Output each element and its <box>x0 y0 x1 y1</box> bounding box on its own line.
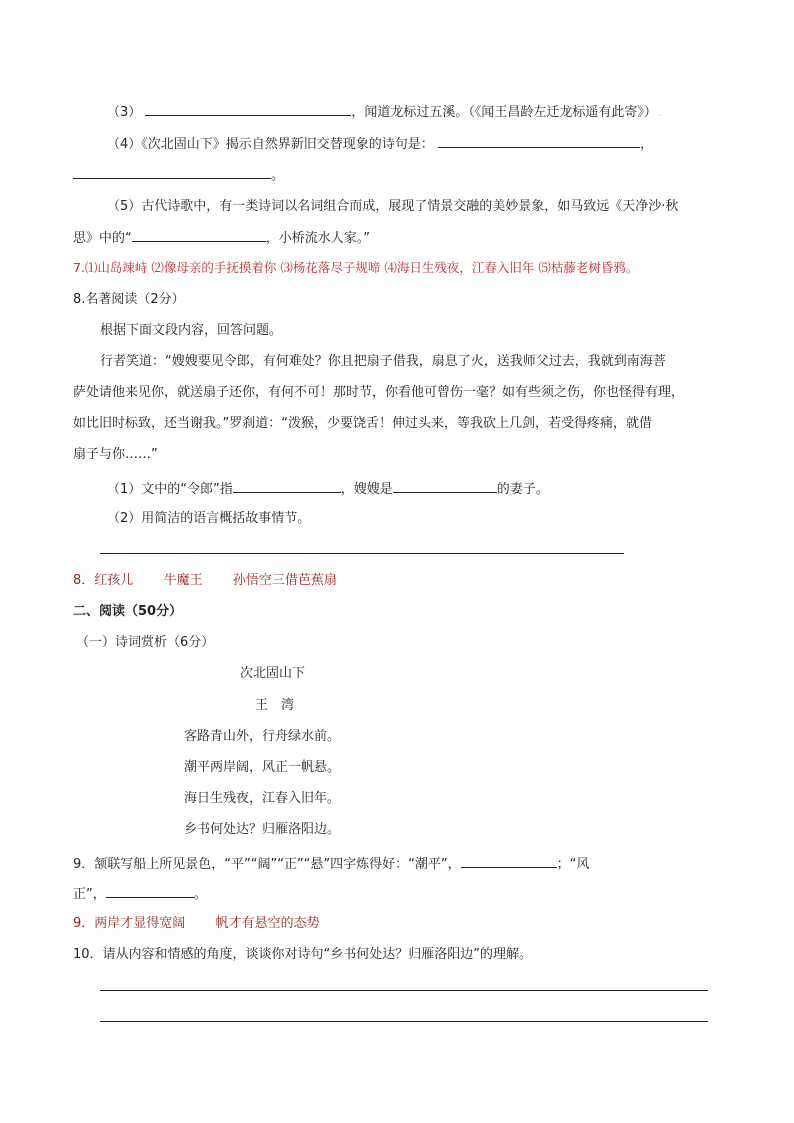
answer-line[interactable] <box>100 553 624 554</box>
line-text: 《次北固山下》揭示自然界新旧交替现象的诗句是： <box>141 137 434 152</box>
line-text: ，闻道龙标过五溪。（《闻王昌龄左迁龙标遥有此寄》） <box>351 105 657 120</box>
answer-part: 孙悟空三借芭蕉扇 <box>232 573 337 588</box>
line-text: ，小桥流水人家。” <box>265 231 370 246</box>
answer-part: 牛魔王 <box>163 573 203 588</box>
answer-blank[interactable] <box>461 853 557 868</box>
answer-part: 9．两岸才显得宽阔 <box>73 916 186 931</box>
line-text: 正”， <box>73 887 106 902</box>
line-text: ，嫂嫂是 <box>340 482 393 497</box>
line-text: 。 <box>271 168 285 183</box>
line-text: （1）文中的“令郎”指 <box>107 482 233 497</box>
line-text: ， <box>639 137 653 152</box>
answer-blank[interactable] <box>438 133 640 148</box>
q8-instruction: 根据下面文段内容，回答问题。 <box>100 323 283 338</box>
q9-line-cont <box>73 883 207 905</box>
q8-passage-line: 行者笑道：“嫂嫂要见令郎，有何难处？你且把扇子借我，扇息了火，送我师父过去，我就到南海菩 <box>100 354 666 369</box>
q8-sub1 <box>107 478 549 500</box>
answer-blank[interactable] <box>73 164 271 179</box>
answer-part: 8．红孩儿 <box>73 573 134 588</box>
poem-author: 王 湾 <box>255 698 295 713</box>
line-text: 的妻子。 <box>496 482 549 497</box>
answer-line[interactable] <box>100 1021 708 1022</box>
paragraph-mark-icon: . <box>658 109 662 119</box>
q10-question: 10．请从内容和情感的角度，谈谈你对诗句“乡书何处达？归雁洛阳边”的理解。 <box>73 947 533 962</box>
q7-line-4-cont <box>73 164 284 186</box>
section-title: 二、阅读（50分） <box>73 604 183 619</box>
q7-line-5 <box>107 197 678 217</box>
answer-line[interactable] <box>100 990 708 991</box>
item-number: （5） <box>107 199 142 214</box>
q8-answer <box>73 571 337 591</box>
line-text: 古代诗歌中，有一类诗词以名词组合而成，展现了情景交融的美妙景象，如马致远《天净沙·秋 <box>141 199 679 214</box>
answer-part: 帆才有悬空的态势 <box>215 916 320 931</box>
q9-line <box>73 853 589 875</box>
q7-line-3 <box>107 101 662 124</box>
q8-passage-line: 如比旧时标致，还当谢我。”罗刹道：“泼猴，少要饶舌！伸过头来，等我砍上几剑，若受得疼痛，就借 <box>73 416 652 431</box>
q8-title: 8.名著阅读（2分） <box>73 292 185 307</box>
q8-sub2: （2）用简洁的语言概括故事情节。 <box>107 511 311 526</box>
q8-passage-line: 萨处请他来见你，就送扇子还你，有何不可！那时节，你看他可曾伤一毫？如有些须之伤，你也怪得有理， <box>73 385 685 400</box>
item-number: （4） <box>107 137 142 152</box>
poem-line: 客路青山外，行舟绿水前。 <box>184 729 341 744</box>
poem-title: 次北固山下 <box>240 666 306 681</box>
q9-answer <box>73 914 320 934</box>
answer-blank[interactable] <box>145 101 351 116</box>
line-text: ；“风 <box>556 857 590 872</box>
line-text: 。 <box>193 887 207 902</box>
line-text: 9．颔联写船上所见景色，“平”“阔”“正”“悬”四字炼得好：“潮平”， <box>73 857 461 872</box>
section-subtitle: （一）诗词赏析（6分） <box>76 635 215 650</box>
q7-line-5-cont <box>73 227 370 249</box>
poem-line: 海日生残夜，江春入旧年。 <box>184 791 341 806</box>
q8-passage-line: 扇子与你……” <box>73 447 158 462</box>
answer-blank[interactable] <box>393 478 497 493</box>
answer-blank[interactable] <box>106 883 194 898</box>
answer-blank[interactable] <box>132 227 266 242</box>
q7-answer: 7.⑴山岛竦峙 ⑵像母亲的手抚摸着你 ⑶杨花落尽子规啼 ⑷海日生残夜，江春入旧年 ⑸枯藤老树昏鸦。 <box>73 260 639 275</box>
answer-blank[interactable] <box>233 478 341 493</box>
poem-line: 乡书何处达？归雁洛阳边。 <box>184 822 341 837</box>
line-text: 思》中的“ <box>73 231 132 246</box>
poem-line: 潮平两岸阔，风正一帆悬。 <box>184 760 341 775</box>
item-number: （3） <box>107 105 142 120</box>
q7-line-4 <box>107 133 653 155</box>
